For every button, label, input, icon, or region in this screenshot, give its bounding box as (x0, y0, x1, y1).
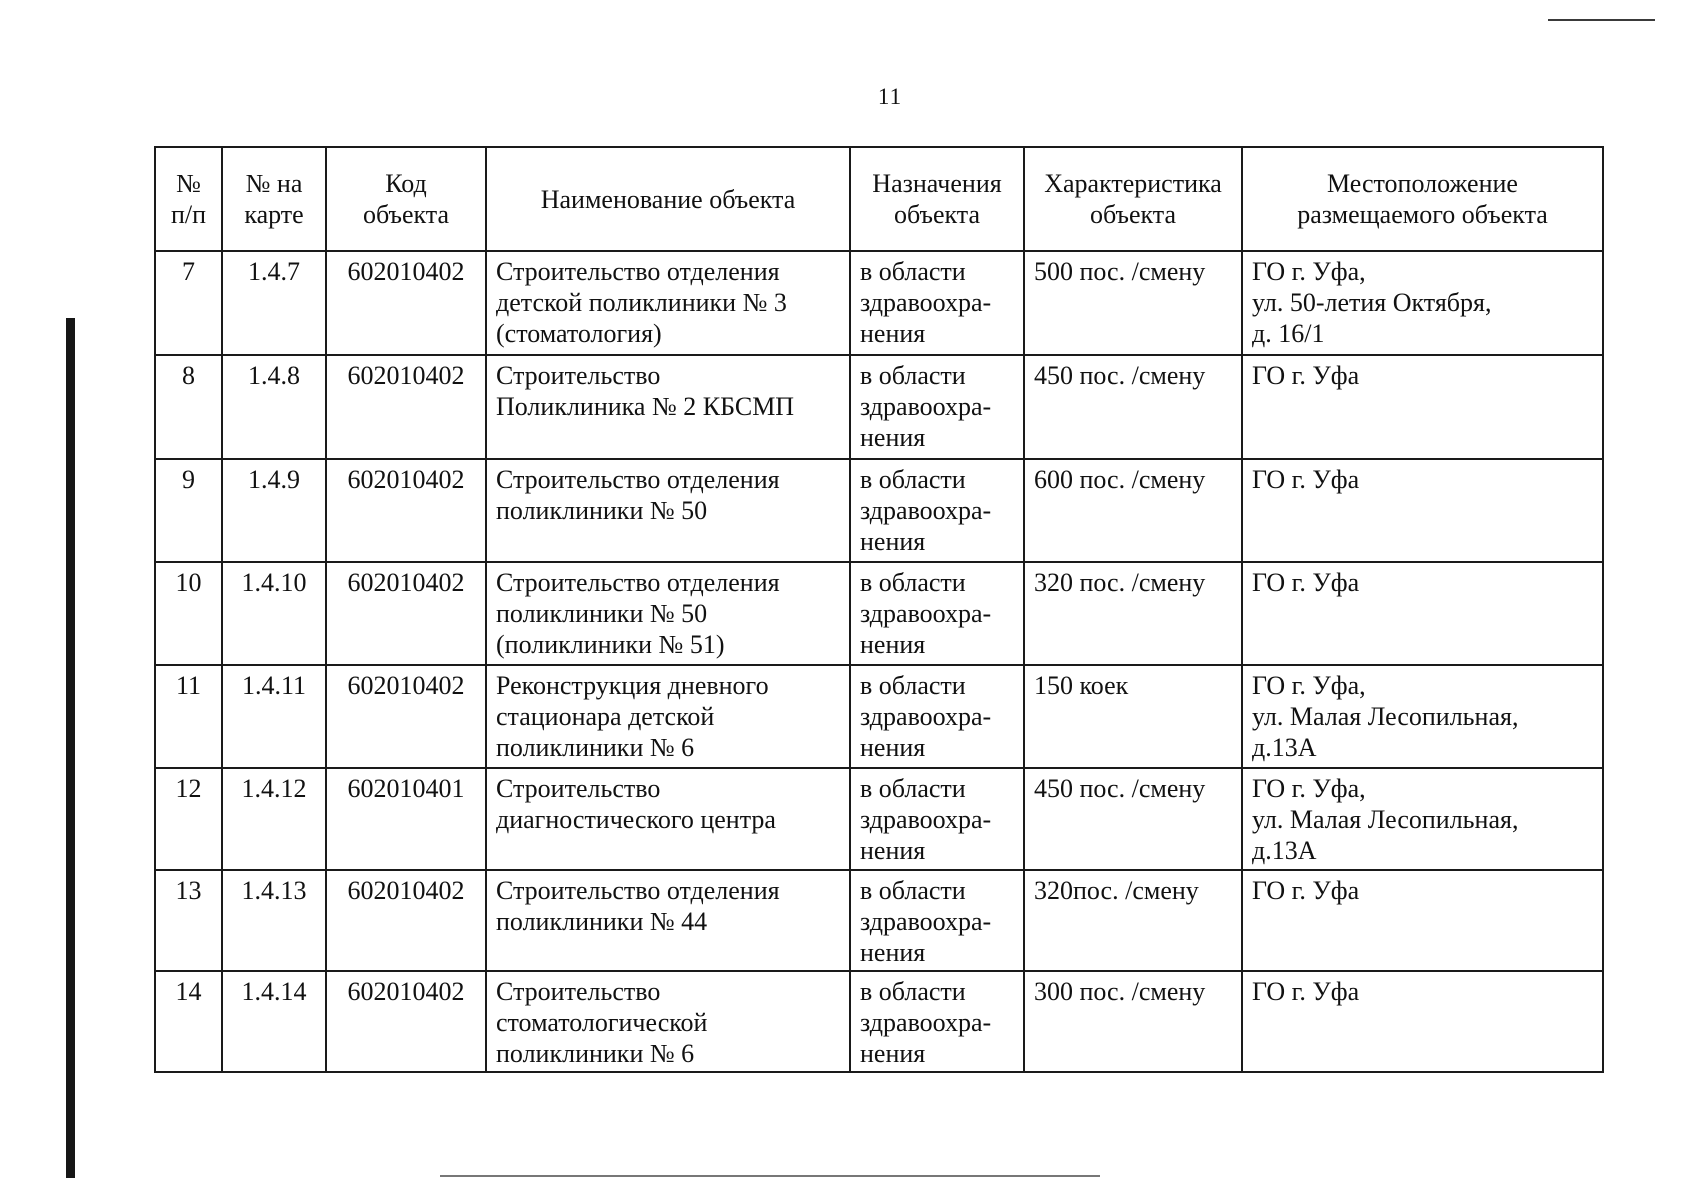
table-row (155, 870, 1603, 971)
cell-object-purpose: в области здравоохра- нения (850, 562, 1024, 665)
cell-object-code: 602010402 (326, 459, 486, 562)
cell-map-number: 1.4.14 (222, 971, 326, 1072)
header-object-location: Местоположение размещаемого объекта (1242, 147, 1603, 251)
table-row (155, 251, 1603, 355)
cell-object-purpose: в области здравоохра- нения (850, 665, 1024, 768)
header-object-name: Наименование объекта (486, 147, 850, 251)
cell-object-code: 602010402 (326, 251, 486, 355)
cell-object-characteristic: 320 пос. /смену (1024, 562, 1242, 665)
cell-object-code: 602010402 (326, 665, 486, 768)
cell-object-name: Строительство отделения поликлиники № 50 (486, 459, 850, 562)
cell-object-purpose: в области здравоохра- нения (850, 971, 1024, 1072)
cell-object-characteristic: 320пос. /смену (1024, 870, 1242, 971)
page-number: 11 (877, 84, 903, 109)
cell-object-code: 602010401 (326, 768, 486, 870)
header-object-purpose: Назначения объекта (850, 147, 1024, 251)
table-body (155, 251, 1603, 1072)
cell-object-location: ГО г. Уфа (1242, 459, 1603, 562)
cell-map-number: 1.4.12 (222, 768, 326, 870)
cell-map-number: 1.4.7 (222, 251, 326, 355)
cell-map-number: 1.4.10 (222, 562, 326, 665)
cell-object-code: 602010402 (326, 562, 486, 665)
cell-num: 10 (155, 562, 222, 665)
table-row (155, 971, 1603, 1072)
cell-map-number: 1.4.13 (222, 870, 326, 971)
cell-object-location: ГО г. Уфа (1242, 971, 1603, 1072)
cell-object-location: ГО г. Уфа (1242, 870, 1603, 971)
cell-object-characteristic: 450 пос. /смену (1024, 768, 1242, 870)
cell-num: 7 (155, 251, 222, 355)
cell-object-purpose: в области здравоохра- нения (850, 459, 1024, 562)
scan-artifact-line-bottom (440, 1175, 1100, 1177)
cell-object-characteristic: 500 пос. /смену (1024, 251, 1242, 355)
cell-num: 13 (155, 870, 222, 971)
cell-object-name: Строительство отделения поликлиники № 44 (486, 870, 850, 971)
header-object-code: Код объекта (326, 147, 486, 251)
cell-object-name: Реконструкция дневного стационара детской поликлиники № 6 (486, 665, 850, 768)
header-map-number: № на карте (222, 147, 326, 251)
header-num: № п/п (155, 147, 222, 251)
cell-object-name: Строительство Поликлиника № 2 КБСМП (486, 355, 850, 459)
table-row (155, 355, 1603, 459)
cell-object-characteristic: 150 коек (1024, 665, 1242, 768)
cell-map-number: 1.4.11 (222, 665, 326, 768)
objects-table (154, 146, 1604, 1073)
cell-object-code: 602010402 (326, 971, 486, 1072)
table-row (155, 768, 1603, 870)
cell-object-location: ГО г. Уфа, ул. Малая Лесопильная, д.13А (1242, 768, 1603, 870)
scan-artifact-left-edge (66, 318, 75, 1178)
table-row (155, 665, 1603, 768)
cell-object-name: Строительство стоматологической поликлиники № 6 (486, 971, 850, 1072)
cell-object-location: ГО г. Уфа, ул. Малая Лесопильная, д.13А (1242, 665, 1603, 768)
cell-object-name: Строительство отделения поликлиники № 50 (поликлиники № 51) (486, 562, 850, 665)
cell-num: 9 (155, 459, 222, 562)
cell-map-number: 1.4.8 (222, 355, 326, 459)
cell-object-purpose: в области здравоохра- нения (850, 768, 1024, 870)
cell-object-name: Строительство отделения детской поликлиники № 3 (стоматология) (486, 251, 850, 355)
cell-num: 12 (155, 768, 222, 870)
header-row (155, 147, 1603, 251)
table-row (155, 562, 1603, 665)
cell-object-location: ГО г. Уфа (1242, 355, 1603, 459)
table-row (155, 459, 1603, 562)
cell-object-characteristic: 450 пос. /смену (1024, 355, 1242, 459)
cell-object-purpose: в области здравоохра- нения (850, 870, 1024, 971)
cell-num: 14 (155, 971, 222, 1072)
scan-artifact-line-top (1548, 19, 1655, 21)
cell-object-code: 602010402 (326, 870, 486, 971)
table-header (155, 147, 1603, 251)
cell-object-name: Строительство диагностического центра (486, 768, 850, 870)
cell-map-number: 1.4.9 (222, 459, 326, 562)
cell-object-characteristic: 300 пос. /смену (1024, 971, 1242, 1072)
cell-num: 8 (155, 355, 222, 459)
cell-object-characteristic: 600 пос. /смену (1024, 459, 1242, 562)
cell-object-purpose: в области здравоохра- нения (850, 251, 1024, 355)
cell-object-purpose: в области здравоохра- нения (850, 355, 1024, 459)
header-object-characteristic: Характеристика объекта (1024, 147, 1242, 251)
cell-num: 11 (155, 665, 222, 768)
cell-object-location: ГО г. Уфа (1242, 562, 1603, 665)
cell-object-location: ГО г. Уфа, ул. 50-летия Октября, д. 16/1 (1242, 251, 1603, 355)
cell-object-code: 602010402 (326, 355, 486, 459)
